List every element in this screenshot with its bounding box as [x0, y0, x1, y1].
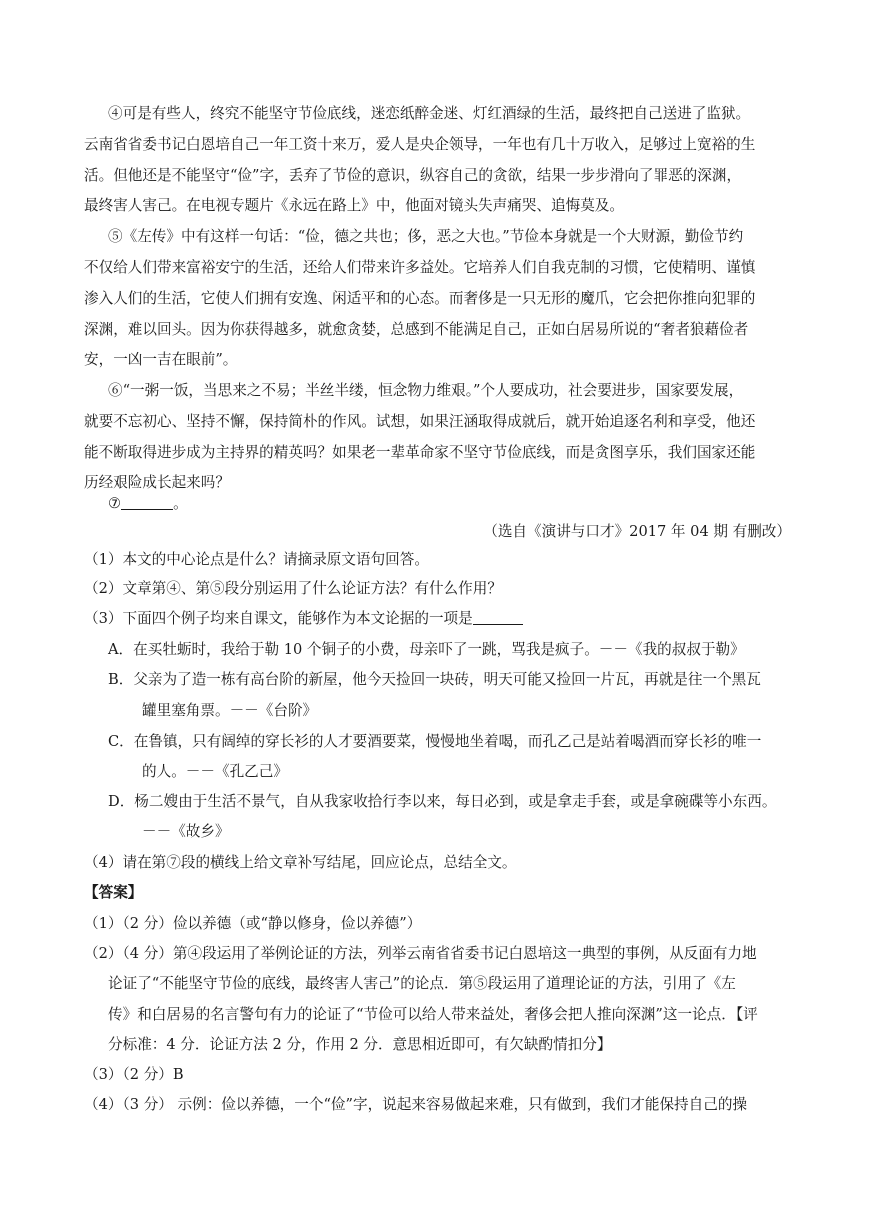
answer-1: （1）（2 分）俭以养德（或“静以修身，俭以养德”）	[84, 915, 422, 932]
p5-line-2: 不仅给人们带来富裕安宁的生活，还给人们带来许多益处。它培养人们自我克制的习惯，它使精明、谨慎	[84, 259, 756, 276]
option-c-line-2: 的人。－－《孔乙己》	[142, 763, 288, 780]
option-b-line-2: 罐里塞角票。－－《台阶》	[142, 702, 318, 719]
option-a: A．在买牡蛎时，我给于勒 10 个铜子的小费，母亲吓了一跳，骂我是疯子。－－《我的叔叔于勒》	[108, 641, 745, 658]
p7-period: 。	[173, 495, 188, 512]
p4-line-2: 云南省省委书记白恩培自己一年工资十来万，爱人是央企领导，一年也有几十万收入，足够过上宽裕的生	[84, 136, 756, 153]
source-citation: （选自《演讲与口才》2017 年 04 期 有删改）	[483, 523, 791, 540]
answer-2-line-1: （2）（4 分）第④段运用了举例论证的方法，列举云南省省委书记白恩培这一典型的事例，从反面有力地	[84, 945, 757, 962]
answer-2-line-2: 论证了“不能坚守节俭的底线，最终害人害己”的论点．第⑤段运用了道理论证的方法，引用了《左	[108, 975, 736, 992]
p4-line-3: 活。但他还是不能坚守“俭”字，丢弃了节俭的意识，纵容自己的贪欲，结果一步步滑向了罪恶的深渊，	[84, 167, 742, 184]
p4-line-1: ④可是有些人，终究不能坚守节俭底线，迷恋纸醉金迷、灯红酒绿的生活，最终把自己送进了监狱。	[108, 105, 751, 122]
p6-line-3: 能不断取得进步成为主持界的精英吗？如果老一辈革命家不坚守节俭底线，而是贪图享乐，我们国家还能	[84, 444, 756, 461]
p6-line-4: 历经艰险成长起来吗？	[84, 474, 230, 491]
option-c-line-1: C．在鲁镇，只有阔绰的穿长衫的人才要酒要菜，慢慢地坐着喝，而孔乙己是站着喝酒而穿长衫的唯一	[108, 733, 762, 750]
option-d-line-1: D．杨二嫂由于生活不景气，自从我家收拾行李以来，每日必到，或是拿走手套，或是拿碗碟等小东西。	[108, 793, 777, 810]
p5-line-5: 安，一凶一吉在眼前”。	[84, 351, 238, 368]
question-4: （4）请在第⑦段的横线上给文章补写结尾，回应论点，总结全文。	[84, 854, 517, 871]
p7-line	[108, 494, 188, 514]
p7-number: ⑦	[108, 495, 122, 512]
answer-3: （3）（2 分）B	[84, 1066, 184, 1083]
p6-line-2: 就要不忘初心、坚持不懈，保持简朴的作风。试想，如果汪涵取得成就后，就开始追逐名利和享受，他还	[84, 413, 756, 430]
answer-4: （4）（3 分） 示例：俭以养德，一个“俭”字，说起来容易做起来难，只有做到，我们才能保持自己的操	[84, 1096, 748, 1113]
option-d-line-2: －－《故乡》	[142, 823, 230, 840]
question-1: （1）本文的中心论点是什么？请摘录原文语句回答。	[84, 551, 429, 568]
p5-line-1: ⑤《左传》中有这样一句话：“俭，德之共也；侈，恶之大也。”节俭本身就是一个大财源，勤俭节约	[108, 228, 744, 245]
p4-line-4: 最终害人害己。在电视专题片《永远在路上》中，他面对镜头失声痛哭、追悔莫及。	[84, 197, 624, 214]
p5-line-3: 渗入人们的生活，它使人们拥有安逸、闲适平和的心态。而奢侈是一只无形的魔爪，它会把你推向犯罪的	[84, 290, 756, 307]
question-3-blank	[473, 609, 523, 625]
question-2: （2）文章第④、第⑤段分别运用了什么论证方法？有什么作用？	[84, 580, 502, 597]
p7-answer-blank	[121, 494, 173, 510]
answer-2-line-3: 传》和白居易的名言警句有力的论证了“节俭可以给人带来益处，奢侈会把人推向深渊”这一论点．【评	[108, 1006, 758, 1023]
answer-heading: 【答案】	[84, 884, 143, 901]
question-3-text: （3）下面四个例子均来自课文，能够作为本文论据的一项是	[84, 610, 473, 627]
option-b-line-1: B．父亲为了造一栋有高台阶的新屋，他今天捡回一块砖，明天可能又捡回一片瓦，再就是往一个黑瓦	[108, 671, 761, 688]
p6-line-1: ⑥“一粥一饭，当思来之不易；半丝半缕，恒念物力维艰。”个人要成功，社会要进步，国家要发展，	[108, 382, 744, 399]
question-3	[84, 609, 523, 629]
p5-line-4: 深渊，难以回头。因为你获得越多，就愈贪婪，总感到不能满足自己，正如白居易所说的“奢者狼藉俭者	[84, 321, 749, 338]
answer-2-line-4: 分标准：4 分．论证方法 2 分，作用 2 分．意思相近即可，有欠缺酌情扣分】	[108, 1036, 612, 1053]
